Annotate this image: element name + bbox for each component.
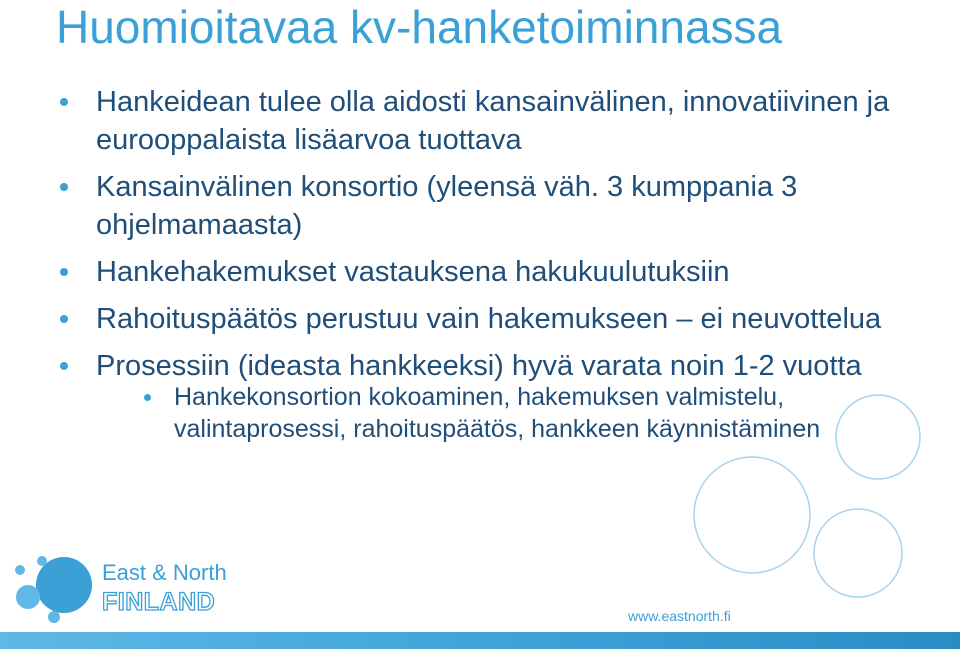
- bullet-item: [60, 253, 920, 291]
- bullet-text: Hankeidean tulee olla aidosti kansainvälinen, innovatiivinen ja eurooppalaista lisäarvoa tuottava: [96, 86, 890, 156]
- bullet-item: [60, 347, 920, 445]
- sub-bullet-list: [96, 381, 920, 445]
- website-url: www.eastnorth.fi: [628, 608, 731, 624]
- bullet-item: [60, 168, 920, 244]
- bullet-text: Hankehakemukset vastauksena hakukuulutuksiin: [96, 256, 730, 288]
- bullet-text: Prosessiin (ideasta hankkeeksi) hyvä varata noin 1-2 vuotta: [96, 350, 862, 382]
- logo-text-finland: FINLAND: [102, 588, 216, 616]
- footer-bar: [0, 632, 960, 649]
- bullet-text: Rahoituspäätös perustuu vain hakemukseen – ei neuvottelua: [96, 303, 882, 335]
- bullet-item: [60, 83, 920, 159]
- logo-text-east-north: East & North: [102, 560, 227, 585]
- east-north-finland-logo: [12, 548, 252, 628]
- sub-bullet-text: Hankekonsortion kokoaminen, hakemuksen valmistelu, valintaprosessi, rahoituspäätös, hankkeen käynnistäminen: [174, 383, 821, 443]
- bullet-item: [60, 300, 920, 338]
- bullet-list: [60, 83, 920, 454]
- sub-bullet-item: [96, 381, 920, 445]
- slide-title: Huomioitavaa kv-hanketoiminnassa: [56, 1, 783, 53]
- logo-dots-icon: [12, 548, 98, 628]
- bullet-text: Kansainvälinen konsortio (yleensä väh. 3 kumppania 3 ohjelmamaasta): [96, 171, 798, 241]
